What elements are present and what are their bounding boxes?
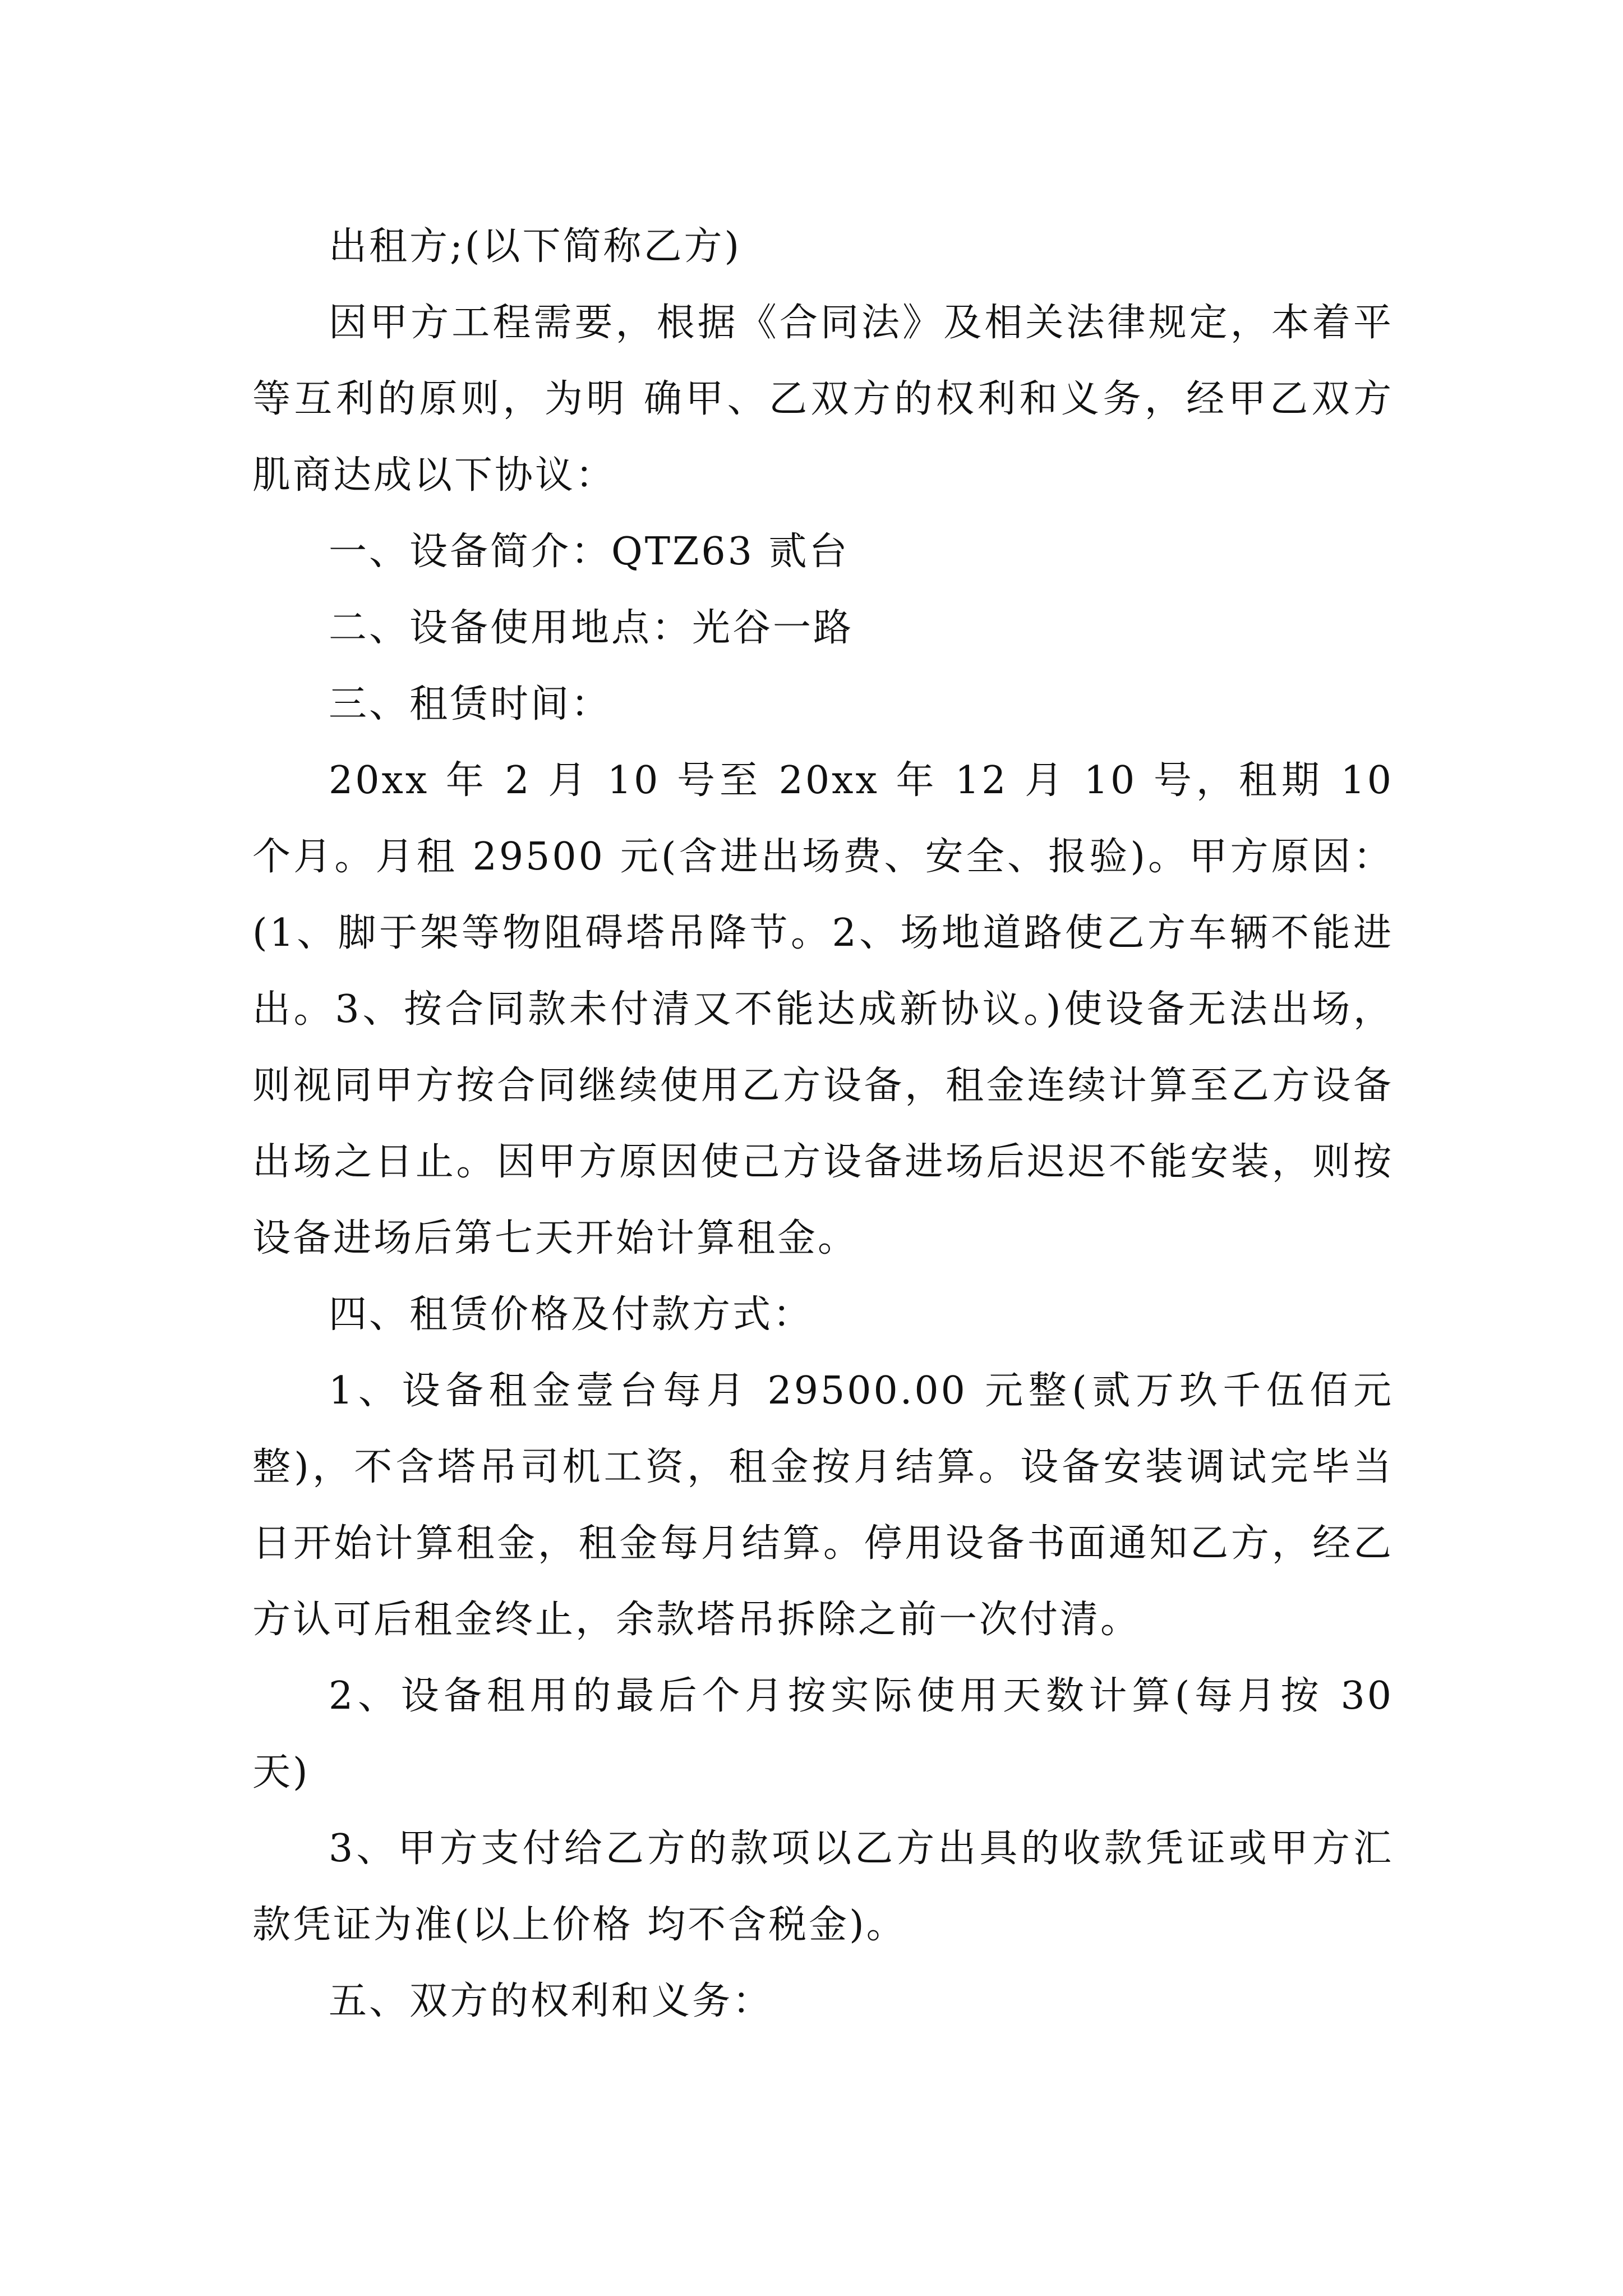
lessor-line: 出租方;(以下简称乙方) xyxy=(329,224,741,269)
section-heading-price-payment: 四、租赁价格及付款方式： xyxy=(329,1292,814,1337)
payment-clause-1: 1、设备租金壹台每月 29500.00 元整(贰万玖千伍佰元整)，不含塔吊司机工资，租金按月结算。设备安装调试完毕当日开始计算租金，租金每月结算。停用设备书面通知乙方，经乙方认可后租金终止，余款塔吊拆除之前一次付清。 xyxy=(252,1369,1394,1642)
usage-location: 二、设备使用地点：光谷一路 xyxy=(329,606,854,650)
payment-clause-2: 2、设备租用的最后个月按实际使用天数计算(每月按 30 天) xyxy=(252,1674,1394,1795)
lease-time-paragraph: 20xx 年 2 月 10 号至 20xx 年 12 月 10 号，租期 10 个月。月租 29500 元(含进出场费、安全、报验)。甲方原因：(1、脚于架等物阻碍塔吊降节。2、场地道路使乙方车辆不能进出。3、按合同款未付清又不能达成新协议。)使设备无法出场，则视同甲方按合同继续使用乙方设备，租金连续计算至乙方设备出场之日止。因甲方原因使己方设备进场后迟迟不能安装，则按设备进场后第七天开始计算租金。 xyxy=(252,758,1394,1260)
section-heading-lease-time: 三、租赁时间： xyxy=(329,682,612,726)
contract-body xyxy=(252,209,1394,2040)
preamble-paragraph: 因甲方工程需要，根据《合同法》及相关法律规定，本着平等互利的原则，为明 确甲、乙双方的权利和义务，经甲乙双方肌商达成以下协议： xyxy=(252,301,1394,498)
equipment-intro: 一、设备简介：QTZ63 贰台 xyxy=(329,530,850,574)
section-heading-rights-obligations: 五、双方的权利和义务： xyxy=(329,1979,773,2023)
payment-clause-3: 3、甲方支付给乙方的款项以乙方出具的收款凭证或甲方汇款凭证为准(以上价格 均不含税金)。 xyxy=(252,1826,1394,1947)
